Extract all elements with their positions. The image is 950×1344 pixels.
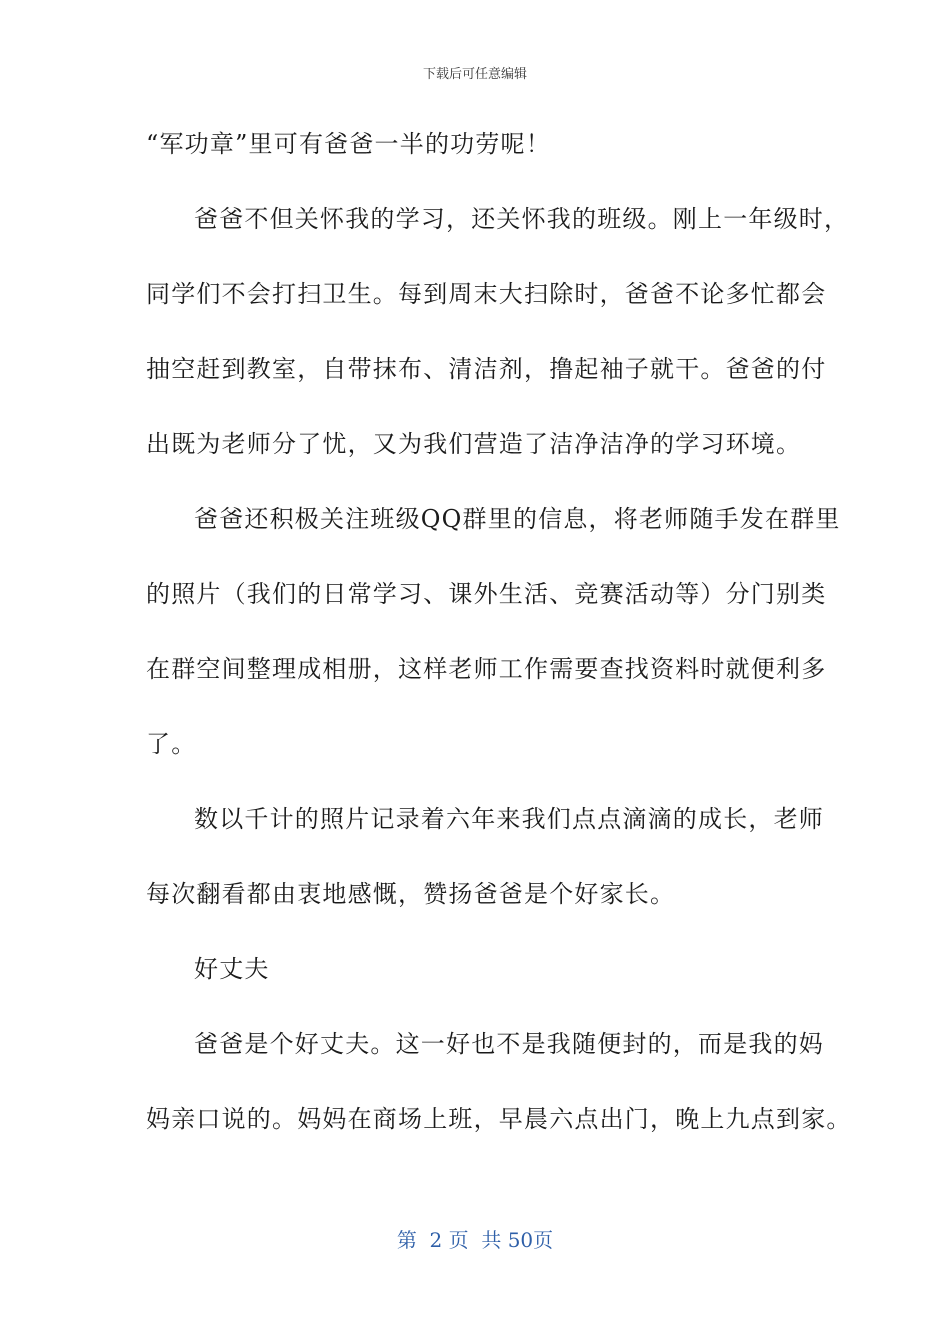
text-line: 的照片（我们的日常学习、课外生活、竞赛活动等）分门别类 [146,580,827,608]
page-header: 下载后可任意编辑 [422,67,527,82]
paragraph-first-line: 爸爸不但关怀我的学习，还关怀我的班级。刚上一年级时， [194,205,850,233]
text-line: 抽空赶到教室，自带抹布、清洁剂，撸起袖子就干。爸爸的付 [146,355,827,383]
text-line: 在群空间整理成相册，这样老师工作需要查找资料时就便利多 [146,655,827,683]
text-line: 了。 [146,730,197,758]
text-line: 同学们不会打扫卫生。每到周末大扫除时，爸爸不论多忙都会 [146,280,827,308]
text-line: 每次翻看都由衷地感慨，赞扬爸爸是个好家长。 [146,880,676,908]
paragraph-first-line: 爸爸是个好丈夫。这一好也不是我随便封的，而是我的妈 [194,1030,824,1058]
section-heading: 好丈夫 [194,955,270,983]
page-number-footer: 第 2 页 共 50页 [396,1228,554,1252]
text-line: “军功章”里可有爸爸一半的功劳呢！ [146,130,551,158]
text-line: 出既为老师分了忧，又为我们营造了洁净洁净的学习环境。 [146,430,802,458]
document-body [146,120,852,1170]
paragraph-first-line: 爸爸还积极关注班级QQ群里的信息，将老师随手发在群里 [194,505,841,533]
paragraph-first-line: 数以千计的照片记录着六年来我们点点滴滴的成长，老师 [194,805,824,833]
text-line: 妈亲口说的。妈妈在商场上班，早晨六点出门，晚上九点到家。 [146,1105,852,1133]
